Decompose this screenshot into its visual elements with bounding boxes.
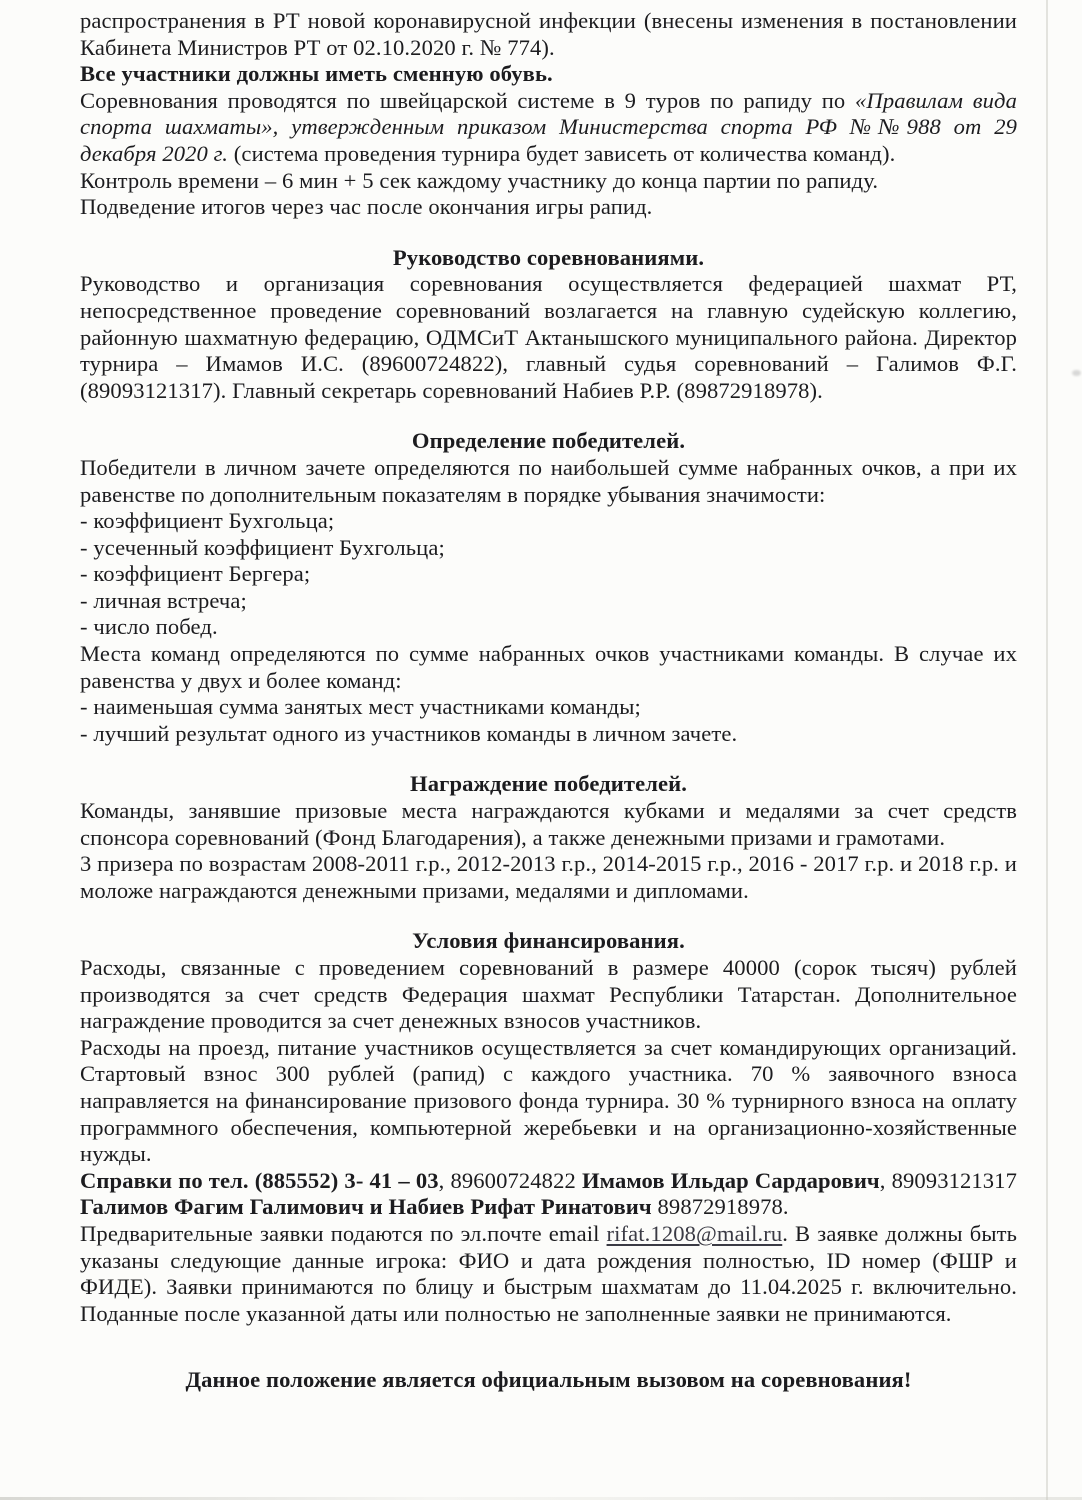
section-heading [80, 928, 1017, 955]
paragraph [80, 88, 1017, 168]
text-run: распространения в РТ новой коронавирусной инфекции (внесены изменения в постановлении Кабинета Министров РТ от 02.10.2020 г. № 774). [80, 8, 1017, 60]
paragraph [80, 508, 1017, 535]
text-run: - коэффициент Бухгольца; [80, 508, 335, 534]
text-run: Контроль времени – 6 мин + 5 сек каждому участнику до конца партии по рапиду. [80, 167, 879, 193]
text-run: - число побед. [80, 614, 218, 640]
text-run: , 89600724822 [438, 1167, 582, 1193]
text-run: Соревнования проводятся по швейцарской системе в 9 туров по рапиду по [80, 87, 855, 113]
scan-artifact [1072, 370, 1081, 376]
paragraph [80, 535, 1017, 562]
paragraph [80, 798, 1017, 851]
paragraph [80, 455, 1017, 508]
document-body [80, 8, 1017, 1394]
paragraph [80, 168, 1017, 195]
paragraph [80, 1035, 1017, 1168]
section-heading [80, 245, 1017, 272]
text-run: - коэффициент Бергера; [80, 561, 311, 587]
text-run: 89872918978. [651, 1194, 789, 1220]
text-run: - наименьшая сумма занятых мест участниками команды; [80, 694, 641, 720]
text-run: - усеченный коэффициент Бухгольца; [80, 534, 445, 560]
paragraph [80, 561, 1017, 588]
text-run: Расходы, связанные с проведением соревнований в размере 40000 (сорок тысяч) рублей производятся за счет средств Федерация шахмат Республики Татарстан. Дополнительное награждение проводится за счет денежных взносов участников. [80, 955, 1017, 1034]
text-run: Команды, занявшие призовые места награждаются кубками и медалями за счет средств спонсора соревнований (Фонд Благодарения), а также денежными призами и грамотами. [80, 798, 1017, 850]
text-run: Справки по тел. (885552) 3- 41 – 03 [80, 1167, 439, 1193]
email-text: rifat.1208@mail.ru [606, 1220, 783, 1246]
text-run: - личная встреча; [80, 587, 247, 613]
section-heading [80, 428, 1017, 455]
text-run: Имамов Ильдар Сардарович [581, 1167, 880, 1193]
paragraph [80, 8, 1017, 61]
text-run: Победители в личном зачете определяются по наибольшей сумме набранных очков, а при их равенстве по дополнительным показателям в порядке убывания значимости: [80, 454, 1017, 507]
text-run: Данное положение является официальным вызовом на соревнования! [185, 1367, 912, 1393]
paragraph [80, 614, 1017, 641]
closing-statement [80, 1367, 1017, 1394]
text-run: Места команд определяются по сумме набранных очков участниками команды. В случае их равенства у двух и более команд: [80, 641, 1017, 693]
text-run: Подведение итогов через час после окончания игры рапид. [80, 194, 653, 220]
paragraph [80, 641, 1017, 694]
text-run: Руководство и организация соревнования осуществляется федерацией шахмат РТ, непосредственное проведение соревнований возлагается на главную судейскую коллегию, районную шахматную федерацию, ОДМСиТ Актанышского муниципального района. Директор турнира – Имамов И.С. (89600724822), главный судья соревнований – Галимов Ф.Г. (89093121317). Главный секретарь соревнований Набиев Р.Р. (89872918978). [80, 271, 1017, 403]
section-heading [80, 771, 1017, 798]
text-run: Условия финансирования. [412, 928, 685, 954]
text-run: , 89093121317 [879, 1167, 1017, 1193]
paragraph [80, 194, 1017, 221]
paragraph [80, 955, 1017, 1035]
text-run: (система проведения турнира будет зависеть от количества команд). [228, 140, 896, 166]
paragraph [80, 271, 1017, 404]
paragraph [80, 61, 1017, 88]
text-run: Все участники должны иметь сменную обувь. [80, 61, 553, 87]
text-run: Определение победителей. [411, 428, 686, 454]
text-run: . В заявке должны быть указаны следующие данные игрока: ФИО и дата рождения полностью, ID номер (ФШР и ФИДЕ). Заявки принимаются по блицу и быстрым шахматам до 11.04.2025 г. включительно. Поданные после указанной даты или полностью не заполненные заявки не принимаются. [80, 1220, 1017, 1326]
paragraph [80, 588, 1017, 615]
paragraph [80, 1221, 1017, 1327]
text-run: 3 призера по возрастам 2008-2011 г.р., 2012-2013 г.р., 2014-2015 г.р., 2016 - 2017 г.р. и 2018 г.р. и моложе награждаются денежными призами, медалями и дипломами. [80, 851, 1017, 903]
paragraph [80, 721, 1017, 748]
text-run: Руководство соревнованиями. [392, 244, 705, 270]
text-run: Награждение победителей. [410, 771, 687, 797]
text-run: Предварительные заявки подаются по эл.почте email [80, 1220, 607, 1246]
text-run: Галимов Фагим Галимович и Набиев Рифат Ринатович [80, 1194, 652, 1220]
paragraph [80, 694, 1017, 721]
paragraph [80, 1168, 1017, 1221]
text-run: Расходы на проезд, питание участников осуществляется за счет командирующих организаций. Стартовый взнос 300 рублей (рапид) с каждого участника. 70 % заявочного взноса направляется на финансирование призового фонда турнира. 30 % турнирного взноса на оплату программного обеспечения, компьютерной жеребьевки и на организационно-хозяйственные нужды. [80, 1034, 1017, 1167]
scan-edge-line [1046, 0, 1048, 1500]
paragraph [80, 851, 1017, 904]
text-run: «Правилам вида спорта шахматы», утвержденным приказом Министерства спорта РФ №№988 от 29 декабря 2020 г. [80, 87, 1017, 166]
text-run: - лучший результат одного из участников команды в личном зачете. [80, 720, 738, 746]
